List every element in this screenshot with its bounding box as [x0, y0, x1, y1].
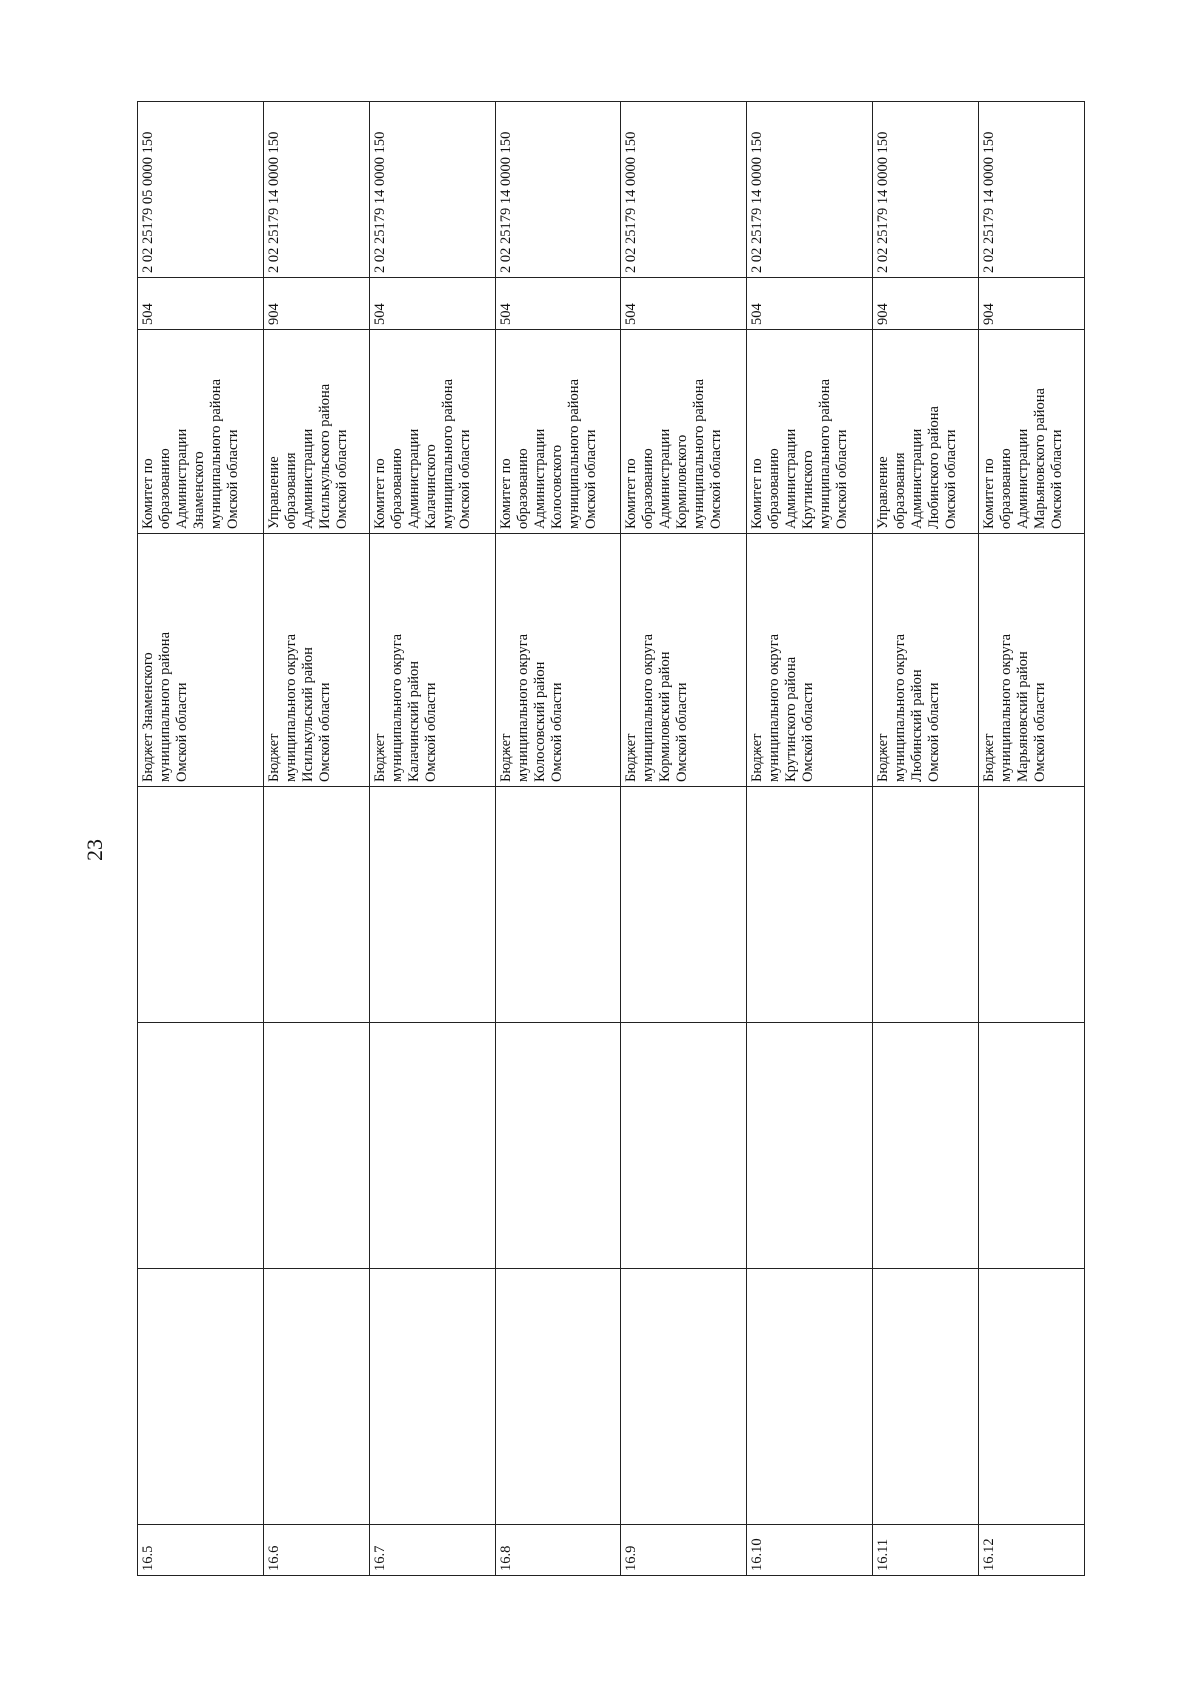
- empty-cell: [873, 787, 979, 1023]
- empty-cell: [138, 1269, 264, 1525]
- table-row: [747, 102, 873, 1576]
- row-number-cell: 16.6: [263, 1525, 369, 1576]
- table-body: [138, 102, 1085, 1576]
- empty-cell: [263, 787, 369, 1023]
- empty-cell: [621, 787, 747, 1023]
- table-row: [621, 102, 747, 1576]
- kbk-cell: 2 02 25179 14 0000 150: [263, 102, 369, 278]
- admin-code-cell: 504: [369, 278, 495, 330]
- empty-cell: [873, 1269, 979, 1525]
- admin-code-cell: 504: [747, 278, 873, 330]
- empty-cell: [873, 1023, 979, 1269]
- row-number-cell: 16.5: [138, 1525, 264, 1576]
- budget-cell: Бюджет муниципального округа Марьяновский район Омской области: [979, 534, 1085, 787]
- empty-cell: [979, 787, 1085, 1023]
- admin-code-cell: 504: [495, 278, 621, 330]
- empty-cell: [263, 1023, 369, 1269]
- admin-code-cell: 904: [263, 278, 369, 330]
- kbk-cell: 2 02 25179 14 0000 150: [495, 102, 621, 278]
- admin-cell: Комитет по образованию Администрации Крутинского муниципального района Омской области: [747, 330, 873, 534]
- admin-cell: Управление образования Администрации Любинского района Омской области: [873, 330, 979, 534]
- kbk-cell: 2 02 25179 05 0000 150: [138, 102, 264, 278]
- empty-cell: [369, 787, 495, 1023]
- budget-cell: Бюджет муниципального округа Любинский район Омской области: [873, 534, 979, 787]
- empty-cell: [138, 787, 264, 1023]
- table-row: [369, 102, 495, 1576]
- admin-cell: Комитет по образованию Администрации Калачинского муниципального района Омской области: [369, 330, 495, 534]
- budget-cell: Бюджет муниципального округа Исилькульский район Омской области: [263, 534, 369, 787]
- empty-cell: [138, 1023, 264, 1269]
- empty-cell: [621, 1269, 747, 1525]
- admin-code-cell: 904: [979, 278, 1085, 330]
- row-number-cell: 16.10: [747, 1525, 873, 1576]
- admin-code-cell: 504: [138, 278, 264, 330]
- empty-cell: [369, 1023, 495, 1269]
- budget-cell: Бюджет Знаменского муниципального района Омской области: [138, 534, 264, 787]
- budget-cell: Бюджет муниципального округа Крутинского района Омской области: [747, 534, 873, 787]
- empty-cell: [369, 1269, 495, 1525]
- page-number: 23: [82, 839, 107, 861]
- kbk-cell: 2 02 25179 14 0000 150: [621, 102, 747, 278]
- table-row: [979, 102, 1085, 1576]
- empty-cell: [747, 1269, 873, 1525]
- empty-cell: [495, 1023, 621, 1269]
- table-row: [138, 102, 264, 1576]
- empty-cell: [979, 1023, 1085, 1269]
- admin-cell: Комитет по образованию Администрации Марьяновского района Омской области: [979, 330, 1085, 534]
- kbk-cell: 2 02 25179 14 0000 150: [747, 102, 873, 278]
- budget-cell: Бюджет муниципального округа Кормиловский район Омской области: [621, 534, 747, 787]
- row-number-cell: 16.12: [979, 1525, 1085, 1576]
- empty-cell: [979, 1269, 1085, 1525]
- admin-cell: Управление образования Администрации Исилькульского района Омской области: [263, 330, 369, 534]
- empty-cell: [495, 1269, 621, 1525]
- admin-code-cell: 504: [621, 278, 747, 330]
- budget-table: [137, 101, 1085, 1576]
- kbk-cell: 2 02 25179 14 0000 150: [979, 102, 1085, 278]
- row-number-cell: 16.9: [621, 1525, 747, 1576]
- table-row: [495, 102, 621, 1576]
- admin-cell: Комитет по образованию Администрации Кормиловского муниципального района Омской области: [621, 330, 747, 534]
- admin-code-cell: 904: [873, 278, 979, 330]
- kbk-cell: 2 02 25179 14 0000 150: [369, 102, 495, 278]
- empty-cell: [263, 1269, 369, 1525]
- empty-cell: [747, 1023, 873, 1269]
- table-row: [873, 102, 979, 1576]
- table-container: [137, 102, 1085, 1576]
- admin-cell: Комитет по образованию Администрации Колосовского муниципального района Омской области: [495, 330, 621, 534]
- row-number-cell: 16.8: [495, 1525, 621, 1576]
- kbk-cell: 2 02 25179 14 0000 150: [873, 102, 979, 278]
- empty-cell: [621, 1023, 747, 1269]
- budget-cell: Бюджет муниципального округа Колосовский район Омской области: [495, 534, 621, 787]
- table-row: [263, 102, 369, 1576]
- row-number-cell: 16.11: [873, 1525, 979, 1576]
- budget-cell: Бюджет муниципального округа Калачинский район Омской области: [369, 534, 495, 787]
- empty-cell: [495, 787, 621, 1023]
- empty-cell: [747, 787, 873, 1023]
- admin-cell: Комитет по образованию Администрации Знаменского муниципального района Омской области: [138, 330, 264, 534]
- row-number-cell: 16.7: [369, 1525, 495, 1576]
